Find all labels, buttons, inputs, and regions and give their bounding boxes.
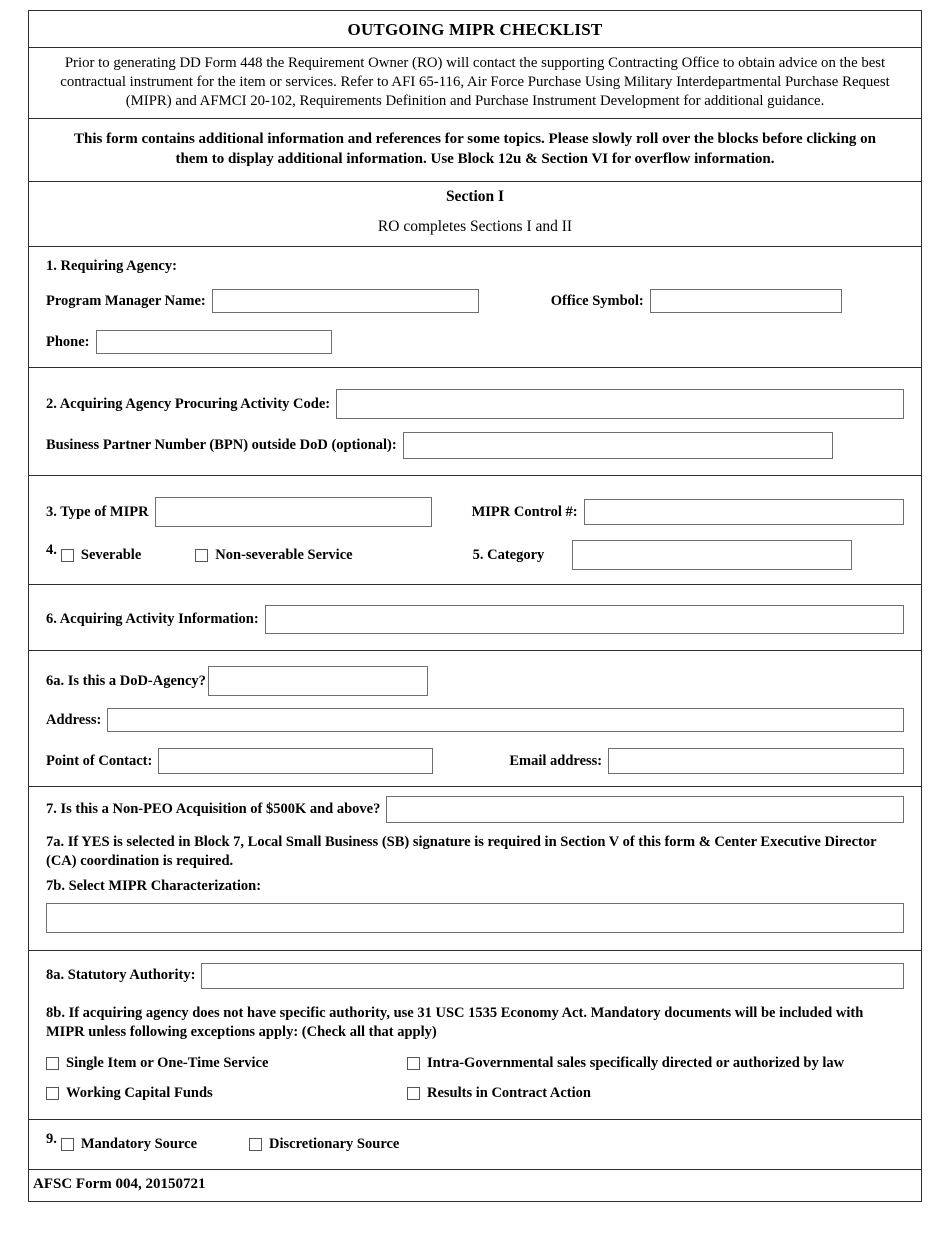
mipr-characterization-input[interactable] — [46, 903, 904, 933]
contract-action-option — [407, 1085, 591, 1102]
block-9-number: 9. — [46, 1130, 57, 1147]
rollover-notice: This form contains additional information and references for some topics. Please slowly roll over the blocks before clicking on them to display additional information. Use Block 12u & Section VI for overflow information. — [29, 119, 921, 182]
statutory-authority-input[interactable] — [201, 963, 904, 989]
block-4-number: 4. — [46, 541, 57, 558]
point-of-contact-label: Point of Contact: — [46, 752, 153, 769]
intra-governmental-option — [407, 1055, 844, 1072]
address-input[interactable] — [107, 708, 904, 732]
block-6a-dod-agency — [29, 651, 921, 787]
intro-paragraph: Prior to generating DD Form 448 the Requirement Owner (RO) will contact the supporting Contracting Office to obtain advice on the best contractual instrument for the item or services. Refer to AFI 65-116, Air Force Purchase Using Military Interdepartmental Purchase Request (MIPR) and AFMCI 20-102, Requirements Definition and Purchase Instrument Development for additional guidance. — [29, 48, 921, 119]
section-1-header — [29, 182, 921, 247]
contract-action-checkbox[interactable] — [407, 1087, 420, 1100]
acquiring-activity-information-input[interactable] — [265, 605, 904, 634]
non-severable-label: Non-severable Service — [215, 546, 353, 563]
mandatory-source-checkbox[interactable] — [61, 1138, 74, 1151]
working-capital-option — [46, 1085, 407, 1102]
mandatory-source-label: Mandatory Source — [80, 1135, 198, 1152]
email-address-input[interactable] — [608, 748, 904, 774]
note-7a: 7a. If YES is selected in Block 7, Local Small Business (SB) signature is required in Section V of this form & Center Executive Director (CA) coordination is required. — [46, 834, 877, 869]
block-6-acquiring-activity — [29, 585, 921, 651]
block-1-label: 1. Requiring Agency: — [46, 258, 177, 274]
page-title: OUTGOING MIPR CHECKLIST — [29, 11, 921, 48]
point-of-contact-input[interactable] — [158, 748, 433, 774]
section-1-subtitle: RO completes Sections I and II — [377, 218, 573, 235]
block-8-statutory-authority — [29, 951, 921, 1120]
discretionary-source-checkbox[interactable] — [249, 1138, 262, 1151]
block-7-label: 7. Is this a Non-PEO Acquisition of $500K and above? — [46, 801, 381, 817]
program-manager-name-label: Program Manager Name: — [46, 292, 206, 309]
dod-agency-label: 6a. Is this a DoD-Agency? — [46, 672, 206, 689]
office-symbol-input[interactable] — [650, 289, 842, 313]
intra-governmental-label: Intra-Governmental sales specifically directed or authorized by law — [427, 1054, 845, 1071]
form-footer: AFSC Form 004, 20150721 — [33, 1175, 206, 1192]
email-address-label: Email address: — [509, 752, 603, 769]
program-manager-name-input[interactable] — [212, 289, 479, 313]
block-6-label: 6. Acquiring Activity Information: — [46, 611, 259, 627]
bpn-input[interactable] — [403, 432, 833, 459]
note-8b: 8b. If acquiring agency does not have specific authority, use 31 USC 1535 Economy Act. Mandatory documents will be included with MIPR unless following exceptions apply: (Check all that apply) — [46, 1004, 864, 1040]
phone-input[interactable] — [96, 330, 332, 354]
section-1-title: Section I — [445, 188, 505, 205]
non-peo-acquisition-input[interactable] — [386, 796, 904, 823]
working-capital-checkbox[interactable] — [46, 1087, 59, 1100]
block-7-non-peo — [29, 787, 921, 951]
block-1-requiring-agency — [29, 247, 921, 368]
discretionary-source-label: Discretionary Source — [269, 1135, 400, 1152]
severable-label: Severable — [80, 546, 142, 563]
outgoing-mipr-checklist-form — [28, 10, 922, 1202]
type-of-mipr-input[interactable] — [155, 497, 432, 527]
working-capital-label: Working Capital Funds — [66, 1084, 213, 1101]
block-2-procuring-activity — [29, 368, 921, 476]
block-9-source — [29, 1120, 921, 1170]
single-item-label: Single Item or One-Time Service — [66, 1054, 269, 1071]
mipr-control-number-input[interactable] — [584, 499, 904, 525]
procuring-activity-code-input[interactable] — [336, 389, 904, 419]
dod-agency-input[interactable] — [208, 666, 428, 696]
bpn-label: Business Partner Number (BPN) outside DoD (optional): — [46, 437, 397, 453]
block-3-4-5-mipr-type — [29, 476, 921, 585]
severable-checkbox[interactable] — [61, 549, 74, 562]
block-2-label: 2. Acquiring Agency Procuring Activity Code: — [46, 395, 331, 412]
label-7b: 7b. Select MIPR Characterization: — [46, 878, 262, 894]
address-label: Address: — [46, 711, 102, 728]
category-input[interactable] — [572, 540, 852, 570]
type-of-mipr-label: 3. Type of MIPR — [46, 503, 149, 520]
office-symbol-label: Office Symbol: — [550, 292, 644, 309]
non-severable-checkbox[interactable] — [195, 549, 208, 562]
mipr-control-number-label: MIPR Control #: — [471, 503, 578, 520]
category-label: 5. Category — [472, 546, 545, 563]
contract-action-label: Results in Contract Action — [427, 1084, 591, 1101]
phone-label: Phone: — [46, 333, 90, 350]
intra-governmental-checkbox[interactable] — [407, 1057, 420, 1070]
single-item-option — [46, 1055, 407, 1072]
statutory-authority-label: 8a. Statutory Authority: — [46, 967, 196, 983]
single-item-checkbox[interactable] — [46, 1057, 59, 1070]
